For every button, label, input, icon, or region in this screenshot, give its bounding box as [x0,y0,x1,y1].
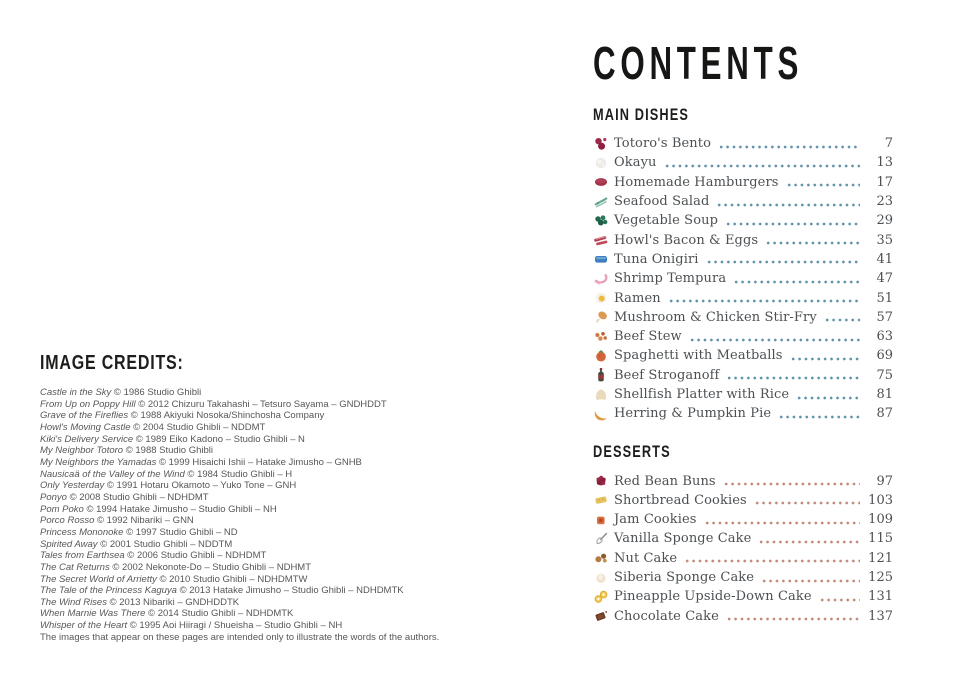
film-title: The Wind Rises [40,596,107,608]
bacon-icon [593,232,609,248]
sponge-cake-icon [593,570,609,586]
toc-row [593,308,893,327]
toc-row [593,230,893,249]
dotted-leader [726,617,860,621]
rice-porridge-icon [593,155,609,171]
recipe-title: Shortbread Cookies [614,492,747,508]
dotted-leader [689,338,860,342]
toc-row [593,211,893,230]
vegetable-soup-icon [593,213,609,229]
recipe-title: Siberia Sponge Cake [614,570,755,586]
credit-line [40,597,510,609]
credit-line [40,585,510,597]
toc-row [593,471,893,490]
credit-line [40,457,510,469]
toc-row [593,587,893,606]
toc-row [593,366,893,385]
seafood-salad-icon [593,194,609,210]
toc-row [593,568,893,587]
credit-text: © 2014 Studio Ghibli – NDHDMTK [145,608,294,620]
dotted-leader [726,376,860,380]
credit-text: © 1989 Eiko Kadono – Studio Ghibli – N [133,433,305,445]
image-credits-heading: IMAGE CREDITS: [40,352,184,374]
film-title: The Cat Returns [40,561,110,573]
page-number: 13 [876,155,893,171]
recipe-title: Pineapple Upside-Down Cake [614,589,812,605]
recipe-title: Jam Cookies [614,512,697,528]
page-number: 23 [876,194,893,210]
page-number: 29 [876,213,893,229]
toc-row [593,153,893,172]
section-heading: MAIN DISHES [593,105,689,124]
page-number: 81 [876,387,893,402]
dotted-leader [684,559,860,563]
page-number: 35 [876,232,893,248]
toc-row [593,385,893,404]
jam-cookie-icon [593,512,609,528]
toc-row [593,491,893,510]
recipe-title: Ramen [614,290,661,306]
dotted-leader [819,598,860,602]
credit-line [40,445,510,457]
toc-row [593,549,893,568]
page-number: 63 [876,329,893,345]
recipe-title: Tuna Onigiri [614,251,699,267]
sauce-bottle-icon [593,367,609,383]
film-title: From Up on Poppy Hill [40,398,136,410]
credit-line [40,515,510,527]
shortbread-cookie-icon [593,492,609,508]
film-title: Princess Mononoke [40,526,124,538]
toc-row [593,173,893,192]
chicken-drumstick-icon [593,309,609,325]
toc-row [593,529,893,548]
credit-line [40,480,510,492]
tomato-icon [593,348,609,364]
dotted-leader [790,357,860,361]
credit-line [40,422,510,434]
film-title: Tales from Earthsea [40,550,125,562]
dotted-leader [718,145,860,149]
credit-text: © 2006 Studio Ghibli – NDHDMT [124,550,267,562]
page-number: 131 [868,589,893,605]
page-number: 109 [868,512,893,528]
dotted-leader [733,280,860,284]
film-title: My Neighbors the Yamadas [40,456,157,468]
film-title: My Neighbor Totoro [40,445,124,457]
page-number: 17 [876,174,893,190]
page-number: 125 [868,570,893,586]
dotted-leader [796,396,860,400]
dotted-leader [725,222,860,226]
shellfish-icon [593,387,609,403]
dotted-leader [723,482,860,486]
credit-text: © 2008 Studio Ghibli – NDHDMT [66,491,209,503]
recipe-title: Homemade Hamburgers [614,174,779,190]
credit-line [40,492,510,504]
credit-text: © 1995 Aoi Hiiragi / Shueisha – Studio Ghibli – NH [127,620,343,632]
recipe-title: Vanilla Sponge Cake [614,531,752,547]
toc-row [593,269,893,288]
film-title: Ponyo [40,491,67,503]
recipe-title: Seafood Salad [614,194,710,210]
film-title: Whisper of the Heart [40,620,128,632]
credit-text: © 2012 Chizuru Takahashi – Tetsuro Sayama – GNDHDDT [135,398,387,410]
credit-text: © 1988 Akiyuki Nosoka/Shinchosha Company [128,410,325,422]
recipe-title: Shellfish Platter with Rice [614,387,790,402]
toc-row [593,607,893,626]
page-number: 51 [876,290,893,306]
toc-row [593,288,893,307]
recipe-title: Howl's Bacon & Eggs [614,232,759,248]
chocolate-bar-icon [593,608,609,624]
page-number: 75 [876,367,893,383]
toc-row [593,346,893,365]
dotted-leader [786,183,860,187]
credit-text: © 1999 Hisaichi Ishii – Hatake Jimusho – GNHB [156,456,362,468]
recipe-title: Totoro's Bento [614,136,712,152]
fried-egg-icon [593,290,609,306]
toc-row [593,192,893,211]
contents-sections [593,105,893,626]
toc-row [593,134,893,153]
film-title: Grave of the Fireflies [40,410,129,422]
tuna-icon [593,251,609,267]
credit-line [40,504,510,516]
toc-section [593,442,893,625]
credit-text: © 2002 Nekonote-Do – Studio Ghibli – NDHMT [109,561,312,573]
film-title: Only Yesterday [40,480,105,492]
section-heading: DESSERTS [593,442,671,462]
dotted-leader [704,521,860,525]
page-number: 7 [884,136,893,152]
nuts-icon [593,550,609,566]
page-number: 41 [876,251,893,267]
credit-text: © 1992 Nibariki – GNN [94,515,194,527]
page-number: 137 [868,608,893,624]
film-title: When Marnie Was There [40,608,146,620]
dotted-leader [706,260,860,264]
recipe-title: Vegetable Soup [614,213,719,229]
credit-text: © 1986 Studio Ghibli [111,387,202,398]
recipe-title: Okayu [614,155,657,171]
credit-line [40,399,510,411]
contents-title: CONTENTS [593,37,804,89]
credit-text: © 2013 Hatake Jimusho – Studio Ghibli – NDHDMTK [176,585,404,597]
toc-row [593,404,893,423]
credit-text: © 2004 Studio Ghibli – NDDMT [130,421,266,433]
recipe-title: Herring & Pumpkin Pie [614,406,772,422]
credit-text: © 2001 Studio Ghibli – NDDTM [97,538,233,550]
dotted-leader [758,540,860,544]
credit-line [40,620,510,632]
film-title: The Tale of the Princess Kaguya [40,585,177,597]
red-bean-bun-icon [593,473,609,489]
credit-text: © 1991 Hotaru Okamoto – Yuko Tone – GNH [104,480,297,492]
recipe-title: Red Bean Buns [614,473,716,489]
page-number: 103 [868,492,893,508]
page-number: 69 [876,348,893,364]
credit-line [40,434,510,446]
page-number: 87 [876,406,893,422]
toc-row [593,327,893,346]
recipe-title: Nut Cake [614,550,678,566]
film-title: Porco Rosso [40,515,95,527]
dotted-leader [668,299,860,303]
page-number: 97 [876,473,893,489]
dotted-leader [664,164,860,168]
stew-chunks-icon [593,329,609,345]
recipe-title: Beef Stew [614,329,682,345]
dotted-leader [754,501,860,505]
image-credits-block [40,352,510,643]
credit-line [40,469,510,481]
credit-line [40,574,510,586]
credit-line [40,410,510,422]
whisk-icon [593,531,609,547]
film-title: Howl's Moving Castle [40,421,131,433]
page-number: 57 [876,309,893,325]
credit-text: © 1997 Studio Ghibli – ND [123,526,238,538]
recipe-title: Shrimp Tempura [614,271,727,287]
recipe-title: Beef Stroganoff [614,367,720,383]
page-number: 121 [868,550,893,566]
page-number: 47 [876,271,893,287]
credit-line [40,387,510,399]
film-title: Spirited Away [40,538,98,550]
dotted-leader [716,203,860,207]
dotted-leader [761,579,860,583]
toc-section [593,105,893,423]
credit-text: © 2010 Studio Ghibli – NDHDMTW [156,573,308,585]
dotted-leader [765,241,860,245]
film-title: Kiki's Delivery Service [40,433,134,445]
credit-text: © 2013 Nibariki – GNDHDDTK [106,596,240,608]
credit-line [40,562,510,574]
credit-line [40,550,510,562]
hamburger-patty-icon [593,174,609,190]
film-title: The Secret World of Arrietty [40,573,157,585]
recipe-title: Chocolate Cake [614,608,719,624]
herring-icon [593,406,609,422]
credit-line [40,608,510,620]
page-number: 115 [868,531,893,547]
credit-text: © 1988 Studio Ghibli [123,445,214,457]
pineapple-rings-icon [593,589,609,605]
recipe-title: Spaghetti with Meatballs [614,348,783,364]
film-title: Nausicaä of the Valley of the Wind [40,468,185,480]
toc-row [593,510,893,529]
credit-line [40,539,510,551]
bento-icon [593,136,609,152]
toc-row [593,250,893,269]
credits-footnote: The images that appear on these pages are intended only to illustrate the words of the authors. [40,631,440,643]
contents-block [593,37,893,626]
credit-text: © 1994 Hatake Jimusho – Studio Ghibli – NH [83,503,277,515]
recipe-title: Mushroom & Chicken Stir-Fry [614,309,817,325]
credit-text: © 1984 Studio Ghibli – H [184,468,293,480]
dotted-leader [778,415,860,419]
film-title: Pom Poko [40,503,84,515]
dotted-leader [824,318,860,322]
image-credits-list [40,387,510,643]
film-title: Castle in the Sky [40,387,112,398]
shrimp-icon [593,271,609,287]
credit-line [40,527,510,539]
